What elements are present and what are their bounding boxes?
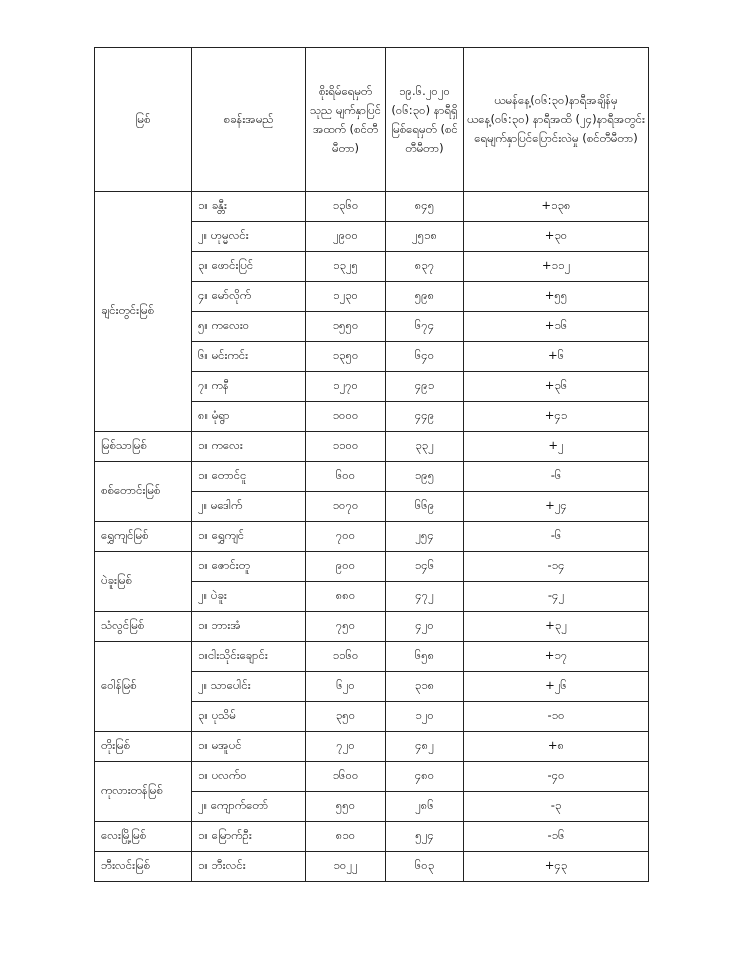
station-name: ၃။ ဖောင်းပြင်: [192, 252, 306, 282]
table-row: [95, 822, 649, 852]
danger-level: ၁၀၇၀: [306, 492, 386, 522]
river-name: ချင်းတွင်းမြစ်: [95, 192, 192, 432]
station-name: ၄။ မော်လိုက်: [192, 282, 306, 312]
table-row: [95, 462, 649, 492]
river-name: စစ်တောင်းမြစ်: [95, 462, 192, 522]
current-level: ၃၃၂: [386, 432, 464, 462]
danger-level: ၅၅၀: [306, 792, 386, 822]
station-name: ၅။ ကလေးဝ: [192, 312, 306, 342]
danger-level: ၈၁၀: [306, 822, 386, 852]
current-level: ၂၈၆: [386, 792, 464, 822]
level-change: +၂: [464, 432, 649, 462]
level-change: +၃၂: [464, 612, 649, 642]
level-change: -၄၂: [464, 582, 649, 612]
current-level: ၂၅၄: [386, 522, 464, 552]
current-level: ၆၆၉: [386, 492, 464, 522]
current-level: ၂၅၁၈: [386, 222, 464, 252]
danger-level: ၁၁၀၀: [306, 432, 386, 462]
level-change: +၁၇: [464, 642, 649, 672]
station-name: ၆။ မင်းကင်း: [192, 342, 306, 372]
level-change: -၃: [464, 792, 649, 822]
danger-level: ၁၂၇၀: [306, 372, 386, 402]
level-change: +၁၁၂: [464, 252, 649, 282]
station-name: ၁။ ရွှေကျင်: [192, 522, 306, 552]
river-name: မြစ်သာမြစ်: [95, 432, 192, 462]
river-name: ပဲခူးမြစ်: [95, 552, 192, 612]
station-name: ၁။ မြောက်ဦး: [192, 822, 306, 852]
current-level: ၄၉၁: [386, 372, 464, 402]
current-level: ၈၄၅: [386, 192, 464, 222]
level-change: +၁၃၈: [464, 192, 649, 222]
table-body: [95, 192, 649, 882]
station-name: ၂။ မဒေါက်: [192, 492, 306, 522]
station-name: ၇။ ကနီ: [192, 372, 306, 402]
table-row: [95, 552, 649, 582]
table-row: [95, 762, 649, 792]
danger-level: ၁၀၂၂: [306, 852, 386, 882]
danger-level: ၆၀၀: [306, 462, 386, 492]
danger-level: ၂၉၀၀: [306, 222, 386, 252]
station-name: ၂။ ဟုမ္မလင်း: [192, 222, 306, 252]
station-name: ၁။ငါးသိုင်းချောင်း: [192, 642, 306, 672]
danger-level: ၁၃၂၅: [306, 252, 386, 282]
current-level: ၅၂၄: [386, 822, 464, 852]
header-danger-level: စိုးရိမ်ရေမှတ် သုည မျက်နှာပြင် အထက် (စင်တီမီတာ): [306, 48, 386, 192]
danger-level: ၇၂၀: [306, 732, 386, 762]
river-name: ဝေါန်မြစ်: [95, 642, 192, 732]
level-change: -၁၄: [464, 552, 649, 582]
table-row: [95, 852, 649, 882]
table-row: [95, 732, 649, 762]
station-name: ၁။ ဇောင်းတူ: [192, 552, 306, 582]
river-name: သံလွင်မြစ်: [95, 612, 192, 642]
level-change: +၄၁: [464, 402, 649, 432]
level-change: -၆: [464, 522, 649, 552]
station-name: ၁။ တောင်ငူ: [192, 462, 306, 492]
station-name: ၁။ ဘီးလင်း: [192, 852, 306, 882]
danger-level: ၁၅၅၀: [306, 312, 386, 342]
current-level: ၁၄၆: [386, 552, 464, 582]
level-change: +၃၆: [464, 372, 649, 402]
level-change: -၁၀: [464, 702, 649, 732]
current-level: ၃၁၈: [386, 672, 464, 702]
level-change: -၁၆: [464, 822, 649, 852]
river-name: ရွှေကျင်မြစ်: [95, 522, 192, 552]
river-level-table: [94, 47, 649, 882]
river-name: လေးမြို့မြစ်: [95, 822, 192, 852]
station-name: ၁။ ဘားအံ: [192, 612, 306, 642]
table-row: [95, 642, 649, 672]
danger-level: ၁၁၆၀: [306, 642, 386, 672]
current-level: ၆၇၄: [386, 312, 464, 342]
level-change: +၄၃: [464, 852, 649, 882]
river-name: ဘီးလင်းမြစ်: [95, 852, 192, 882]
danger-level: ၆၂၀: [306, 672, 386, 702]
station-name: ၂။ သာပေါင်း: [192, 672, 306, 702]
current-level: ၅၉၈: [386, 282, 464, 312]
current-level: ၆၅၈: [386, 642, 464, 672]
header-24h-change: ယမန်နေ့(၀၆:၃၀)နာရီအချိန်မှ ယနေ့(၀၆:၃၀) နာရီအထိ (၂၄)နာရီအတွင်း ရေမျက်နှာပြင်ပြောင်းလဲမှု (စင်တီမီတာ): [464, 48, 649, 192]
danger-level: ၁၀၀၀: [306, 402, 386, 432]
river-name: တိုးမြစ်: [95, 732, 192, 762]
danger-level: ၁၃၅၀: [306, 342, 386, 372]
current-level: ၁၉၅: [386, 462, 464, 492]
table-row: [95, 432, 649, 462]
level-change: -၆: [464, 462, 649, 492]
level-change: +၈: [464, 732, 649, 762]
station-name: ၁။ ကလေး: [192, 432, 306, 462]
level-change: +၂၆: [464, 672, 649, 702]
danger-level: ၇၅၀: [306, 612, 386, 642]
danger-level: ၁၃၆၀: [306, 192, 386, 222]
danger-level: ၈၈၀: [306, 582, 386, 612]
level-change: +၃၀: [464, 222, 649, 252]
station-name: ၃။ ပုသိမ်: [192, 702, 306, 732]
danger-level: ၁၂၃၀: [306, 282, 386, 312]
current-level: ၄၈၀: [386, 762, 464, 792]
station-name: ၂။ ကျောက်တော်: [192, 792, 306, 822]
level-change: +၁၆: [464, 312, 649, 342]
danger-level: ၃၅၀: [306, 702, 386, 732]
header-station: စခန်းအမည်: [192, 48, 306, 192]
table-row: [95, 612, 649, 642]
current-level: ၄၄၉: [386, 402, 464, 432]
current-level: ၁၂၀: [386, 702, 464, 732]
current-level: ၄၇၂: [386, 582, 464, 612]
current-level: ၈၃၇: [386, 252, 464, 282]
current-level: ၆၀၃: [386, 852, 464, 882]
table-row: [95, 192, 649, 222]
danger-level: ၇၀၀: [306, 522, 386, 552]
header-current-level: ၁၉.၆.၂၀၂၀ (၀၆:၃၀) နာရီရှိ မြစ်ရေမှတ် (စင်တီမီတာ): [386, 48, 464, 192]
current-level: ၄၈၂: [386, 732, 464, 762]
current-level: ၆၄၀: [386, 342, 464, 372]
level-change: -၄၀: [464, 762, 649, 792]
current-level: ၄၂၀: [386, 612, 464, 642]
header-river: မြစ်: [95, 48, 192, 192]
header-row: [95, 48, 649, 192]
station-name: ၂။ ပဲခူး: [192, 582, 306, 612]
table-row: [95, 522, 649, 552]
station-name: ၁။ ခန္တီး: [192, 192, 306, 222]
danger-level: ၁၆၀၀: [306, 762, 386, 792]
station-name: ၈။ မုံရွာ: [192, 402, 306, 432]
station-name: ၁။ ပလက်ဝ: [192, 762, 306, 792]
level-change: +၆: [464, 342, 649, 372]
river-name: ကုလားတန်မြစ်: [95, 762, 192, 822]
station-name: ၁။ မအူပင်: [192, 732, 306, 762]
level-change: +၅၅: [464, 282, 649, 312]
danger-level: ၉၀၀: [306, 552, 386, 582]
level-change: +၂၄: [464, 492, 649, 522]
